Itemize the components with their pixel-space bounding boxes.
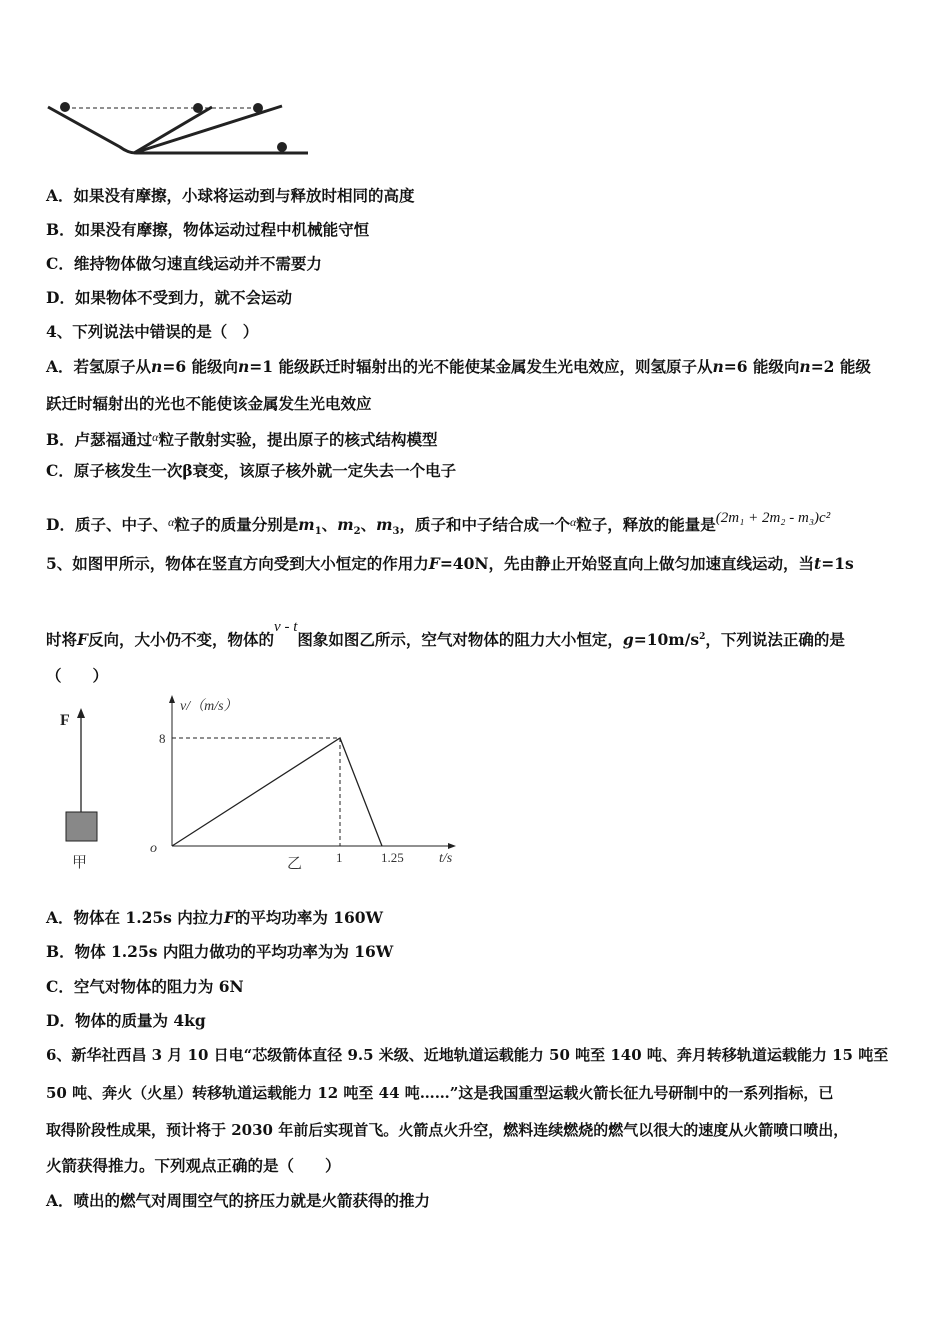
q5-l1b: =40N，先由静止开始竖直向上做匀加速直线运动，当 [439, 554, 815, 573]
q4b-t2: 粒子散射实验，提出原子的核式结构模型 [158, 430, 438, 449]
q4-option-d [46, 508, 830, 542]
q4c-label: C． [46, 461, 74, 480]
q5-l2c: 图象如图乙所示，空气对物体的阻力大小恒定， [297, 630, 623, 649]
q4d-t1: 质子、中子、 [74, 515, 168, 534]
ball-gentle [253, 103, 263, 113]
y-axis-arrow [169, 695, 175, 703]
q6-line4: 火箭获得推力。下列观点正确的是（ ） [46, 1156, 341, 1175]
q5d-label: D． [46, 1011, 75, 1030]
force-arrow-head [77, 708, 85, 718]
q4d-m3: m [376, 515, 393, 534]
q4b-alpha: α [152, 430, 159, 444]
q3-option-b-text: 如果没有摩擦，物体运动过程中机械能守恒 [74, 220, 370, 239]
q6a-text: 喷出的燃气对周围空气的挤压力就是火箭获得的推力 [73, 1191, 431, 1210]
q5-g: g [622, 630, 634, 649]
force-label: F [60, 712, 70, 729]
q4d-sub1: 1 [314, 526, 322, 538]
q4-option-b [46, 427, 437, 450]
q4d-sep2: 、 [360, 515, 377, 534]
q5-F: F [428, 554, 440, 573]
vt-series-line [172, 738, 382, 846]
q5c-label: C． [46, 977, 74, 996]
q6-line3: 取得阶段性成果，预计将于 2030 年前后实现首飞。火箭点火升空，燃料连续燃烧的燃气以很大的速度从火箭喷口喷出， [46, 1121, 849, 1139]
q6-line1: 6、新华社西昌 3 月 10 日电“芯级箭体直径 9.5 米级、近地轨道运载能力 50 吨至 140 吨、奔月转移轨道运载能力 15 吨至 [46, 1046, 889, 1064]
block [66, 812, 97, 841]
q3-option-c-label: C． [46, 254, 74, 273]
q4d-formula: (2m₁ + 2m₂ - m₃)c² [715, 510, 831, 526]
q4-stem: 4、下列说法中错误的是（ ） [46, 322, 259, 341]
q5-sq: 2 [699, 631, 706, 642]
q5-option-c [46, 977, 244, 997]
q4b-t1: 卢瑟福通过 [74, 430, 153, 449]
q3-option-a [46, 186, 415, 206]
q4d-t2: 粒子的质量分别是 [174, 515, 299, 534]
vt-graph [140, 690, 470, 875]
q6a-label: A． [46, 1191, 74, 1210]
origin-label: o [150, 841, 157, 856]
q4d-t4: 粒子，释放的能量是 [576, 515, 716, 534]
q5a-t2: 的平均功率为 160W [234, 908, 383, 927]
q4d-sep1: 、 [321, 515, 338, 534]
q3-option-c-text: 维持物体做匀速直线运动并不需要力 [73, 254, 322, 273]
y-axis-label: v/（m/s） [180, 699, 238, 714]
slope-ball-figure [40, 95, 320, 160]
q5a-F: F [223, 908, 235, 927]
q4a-t1: 若氢原子从 [73, 357, 152, 376]
ball-start [60, 102, 70, 112]
q4d-label: D． [46, 515, 75, 534]
figure-jia [52, 700, 112, 875]
q4-option-c [46, 461, 456, 481]
x-axis-label: t/s [439, 851, 453, 866]
q4a-t5: =2 能级 [810, 357, 871, 376]
x-tick-label-1: 1 [336, 850, 343, 865]
y-tick-label: 8 [159, 731, 166, 746]
q5a-t1: 物体在 1.25s 内拉力 [73, 908, 224, 927]
q5-t: t [814, 554, 822, 573]
x-axis-arrow [448, 843, 456, 849]
q4a-n3: n [712, 357, 724, 376]
q4a-t4: =6 能级向 [723, 357, 800, 376]
q3-option-d-label: D． [46, 288, 75, 307]
q5d-text: 物体的质量为 4kg [74, 1011, 206, 1030]
q4d-sub2: 2 [353, 526, 361, 538]
q4a-n1: n [151, 357, 163, 376]
q3-option-b [46, 220, 369, 240]
q5-option-d [46, 1011, 206, 1031]
q4-option-a-line2: 跃迁时辐射出的光也不能使该金属发生光电效应 [46, 394, 372, 413]
q5c-text: 空气对物体的阻力为 6N [73, 977, 244, 996]
q4c-text: 原子核发生一次β衰变，该原子核外就一定失去一个电子 [73, 461, 457, 480]
q5-vt: v - t [274, 619, 298, 635]
q4d-m1: m [298, 515, 315, 534]
q3-option-d-text: 如果物体不受到力，就不会运动 [74, 288, 292, 307]
q3-option-a-label: A． [46, 186, 74, 205]
q5a-label: A． [46, 908, 74, 927]
q4a-label: A． [46, 357, 74, 376]
q5-stem-line1 [46, 554, 854, 574]
q4a-n4: n [799, 357, 811, 376]
q5-l2a: 时将 [46, 630, 78, 649]
q4d-alpha2: α [569, 515, 577, 529]
q4a-t2: =6 能级向 [162, 357, 238, 376]
q4b-label: B． [46, 430, 75, 449]
q4d-sub3: 3 [392, 526, 400, 538]
steep-slope [134, 107, 212, 153]
q5-option-b [46, 942, 393, 962]
q4d-m2: m [337, 515, 354, 534]
q4d-alpha: α [167, 515, 175, 529]
q5-option-a [46, 908, 383, 928]
left-slope [48, 107, 308, 153]
q5b-label: B． [46, 942, 75, 961]
q5-l1a: 5、如图甲所示，物体在竖直方向受到大小恒定的作用力 [46, 554, 429, 573]
q4d-t3: ，质子和中子结合成一个 [399, 515, 570, 534]
label-yi: 乙 [287, 854, 303, 872]
label-jia: 甲 [72, 853, 88, 871]
ball-flat [277, 142, 287, 152]
q5-l1c: =1s [821, 554, 854, 573]
q5b-text: 物体 1.25s 内阻力做功的平均功率为为 16W [74, 942, 394, 961]
q3-option-a-text: 如果没有摩擦，小球将运动到与释放时相同的高度 [73, 186, 415, 205]
q4a-t3: =1 能级跃迁时辐射出的光不能使某金属发生光电效应，则氢原子从 [249, 357, 713, 376]
q5-answer-paren: （ ） [46, 666, 109, 685]
q3-option-d [46, 288, 292, 308]
q5-F2: F [77, 630, 89, 649]
x-tick-label-2: 1.25 [381, 850, 404, 865]
ball-steep [193, 103, 203, 113]
q4-option-a [46, 357, 871, 377]
q3-option-c [46, 254, 322, 274]
q6-option-a [46, 1191, 430, 1211]
q5-l2b: 反向，大小仍不变，物体的 [88, 630, 275, 649]
q5-l2d: =10m/s [633, 630, 700, 649]
q3-option-b-label: B． [46, 220, 75, 239]
q5-l2e: ，下列说法正确的是 [705, 630, 845, 649]
q5-stem-line2 [46, 617, 845, 650]
q4a-n2: n [238, 357, 250, 376]
gentle-slope [134, 106, 282, 153]
q6-line2: 50 吨、奔火（火星）转移轨道运载能力 12 吨至 44 吨……”这是我国重型运载火箭长征九号研制中的一系列指标，已 [46, 1084, 834, 1102]
